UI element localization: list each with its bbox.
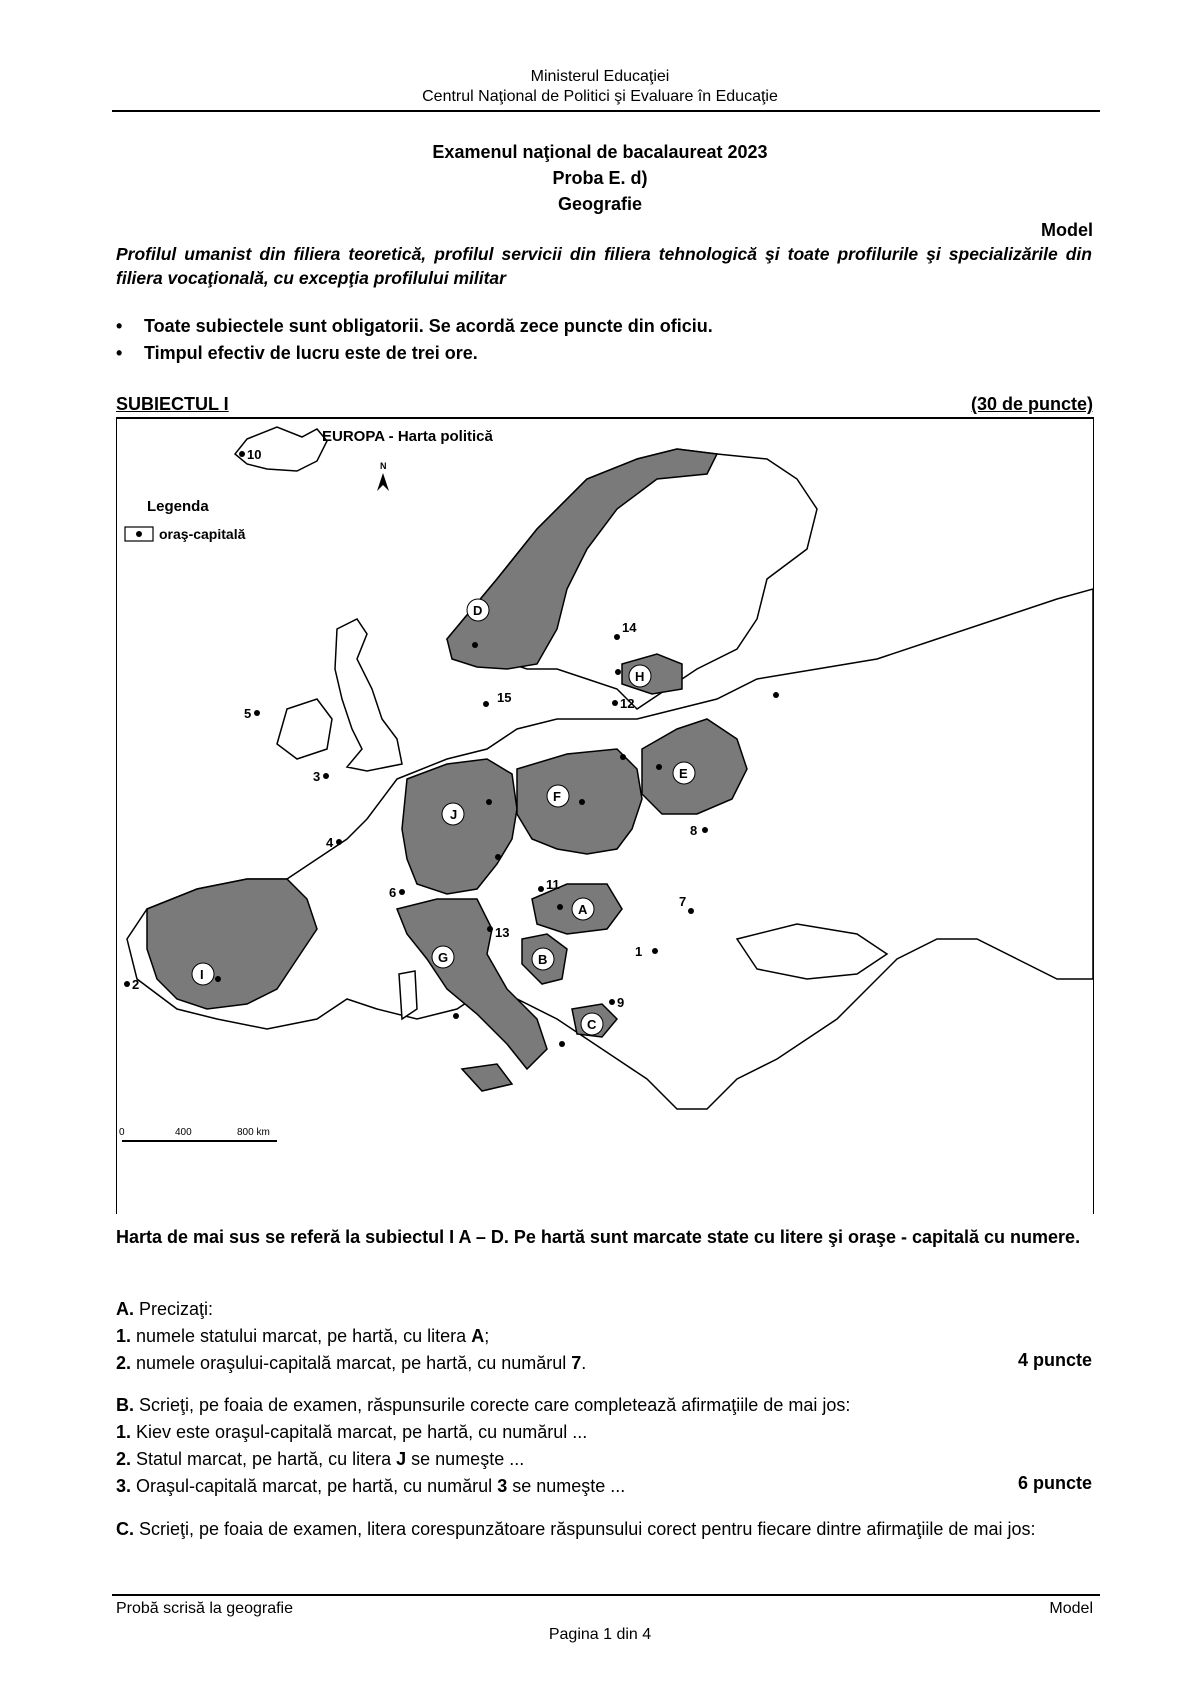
- svg-text:E: E: [679, 766, 688, 781]
- section-a-intro: A. Precizaţi:: [116, 1299, 214, 1319]
- state-label-h: [629, 665, 651, 687]
- svg-text:14: 14: [622, 620, 637, 635]
- subject-points: (30 de puncte): [970, 394, 1093, 414]
- page-number: Pagina 1 din 4: [548, 1626, 652, 1643]
- svg-text:10: 10: [247, 447, 262, 462]
- state-label-j: [442, 803, 464, 825]
- capital-dot-icon: [656, 764, 662, 770]
- legend-item: oraş-capitală: [159, 526, 246, 542]
- capital-dot-icon: [486, 799, 492, 805]
- profile-text: Profilul umanist din filiera teoretică, profilul servicii din filiera tehnologică şi toate profilurile şi specializările din filiera vocaţională, cu excepţia profilului militar: [116, 244, 1092, 288]
- great-britain-outline: [335, 619, 402, 771]
- state-label-i: [192, 963, 214, 985]
- svg-text:7: 7: [679, 894, 687, 909]
- footer-left: Probă scrisă la geografie: [116, 1600, 293, 1617]
- header-rule: [112, 110, 1100, 112]
- city-label-5: [244, 706, 260, 721]
- rule-item: • Timpul efectiv de lucru este de trei ore.: [116, 343, 478, 363]
- city-label-15: [483, 690, 511, 707]
- city-label-12: [612, 696, 634, 711]
- capital-dot-icon: [136, 531, 142, 537]
- footer-rule: [112, 1594, 1100, 1596]
- svg-text:G: G: [438, 950, 449, 965]
- map-canvas: [117, 419, 1093, 1214]
- state-label-g: [432, 946, 454, 968]
- svg-text:8: 8: [690, 823, 698, 838]
- svg-text:A: A: [578, 902, 588, 917]
- capital-dot-icon: [215, 976, 221, 982]
- north-label: N: [380, 461, 387, 471]
- section-a-item: 2. numele oraşului-capitală marcat, pe hartă, cu numărul 7.: [116, 1353, 587, 1373]
- capital-dot-icon: [557, 904, 563, 910]
- sicily-outline: [462, 1064, 512, 1091]
- capital-dot-icon: [559, 1041, 565, 1047]
- state-label-d: [467, 599, 489, 621]
- svg-text:1: 1: [635, 944, 643, 959]
- scale-label-400: 400: [175, 1127, 192, 1138]
- europe-map: [116, 417, 1094, 1214]
- state-label-c: [581, 1013, 603, 1035]
- state-label-a: [572, 898, 594, 920]
- exam-subject: Geografie: [557, 194, 643, 214]
- section-b-points: 6 puncte: [1017, 1473, 1092, 1493]
- model-label: Model: [1041, 220, 1093, 240]
- svg-text:5: 5: [244, 706, 252, 721]
- svg-text:4: 4: [326, 835, 334, 850]
- svg-text:6: 6: [389, 885, 397, 900]
- map-caption: Harta de mai sus se referă la subiectul I A – D. Pe hartă sunt marcate state cu litere şi oraşe - capitală cu numere.: [116, 1227, 1081, 1247]
- svg-text:B: B: [538, 952, 548, 967]
- capital-dot-icon: [453, 1013, 459, 1019]
- svg-text:H: H: [635, 669, 645, 684]
- scale-label-800: 800 km: [237, 1127, 270, 1138]
- section-b-item: 1. Kiev este oraşul-capitală marcat, pe hartă, cu numărul ...: [116, 1422, 588, 1442]
- svg-text:I: I: [200, 967, 204, 982]
- svg-text:2: 2: [132, 977, 140, 992]
- capital-dot-icon: [495, 854, 501, 860]
- exam-title: Examenul naţional de bacalaureat 2023: [432, 142, 768, 162]
- map-title: EUROPA - Harta politică: [322, 428, 493, 445]
- section-a-points: 4 puncte: [1017, 1350, 1092, 1370]
- section-b-item: 2. Statul marcat, pe hartă, cu litera J se numeşte ...: [116, 1449, 525, 1469]
- section-b-item: 3. Oraşul-capitală marcat, pe hartă, cu numărul 3 se numeşte ...: [116, 1476, 626, 1496]
- section-b-intro: B. Scrieţi, pe foaia de examen, răspunsurile corecte care completează afirmaţiile de mai jos:: [116, 1395, 851, 1415]
- svg-text:11: 11: [546, 877, 560, 892]
- state-label-b: [532, 948, 554, 970]
- scale-label-0: 0: [119, 1127, 125, 1138]
- svg-text:F: F: [553, 789, 561, 804]
- svg-text:C: C: [587, 1017, 597, 1032]
- svg-text:J: J: [450, 807, 458, 822]
- city-label-3: [313, 769, 329, 784]
- capital-dot-icon: [579, 799, 585, 805]
- state-label-f: [547, 785, 569, 807]
- section-c-text: C. Scrieţi, pe foaia de examen, litera corespunzătoare răspunsului corect pentru fiecare dintre afirmaţiile de mai jos:: [116, 1519, 1036, 1539]
- svg-text:13: 13: [495, 925, 510, 940]
- svg-text:D: D: [473, 603, 483, 618]
- section-a-item: 1. numele statului marcat, pe hartă, cu litera A;: [116, 1326, 490, 1346]
- header-ministry: Ministerul Educaţiei: [530, 68, 670, 85]
- capital-dot-icon: [472, 642, 478, 648]
- subject-title: SUBIECTUL I: [116, 394, 229, 414]
- svg-text:3: 3: [313, 769, 321, 784]
- city-label-2: [124, 977, 139, 992]
- legend-title: Legenda: [147, 498, 209, 515]
- ireland-outline: [277, 699, 332, 759]
- footer-right: Model: [1049, 1600, 1093, 1617]
- capital-dot-icon: [773, 692, 779, 698]
- north-arrow-icon: [377, 473, 389, 491]
- svg-text:12: 12: [620, 696, 635, 711]
- header-center: Centrul Naţional de Politici şi Evaluare în Educaţie: [422, 88, 778, 105]
- rule-item: • Toate subiectele sunt obligatorii. Se acordă zece puncte din oficiu.: [116, 316, 713, 336]
- capital-dot-icon: [620, 754, 626, 760]
- exam-subtitle: Proba E. d): [552, 168, 648, 188]
- capital-dot-icon: [615, 669, 621, 675]
- svg-text:9: 9: [617, 995, 625, 1010]
- state-label-e: [673, 762, 695, 784]
- svg-text:15: 15: [497, 690, 512, 705]
